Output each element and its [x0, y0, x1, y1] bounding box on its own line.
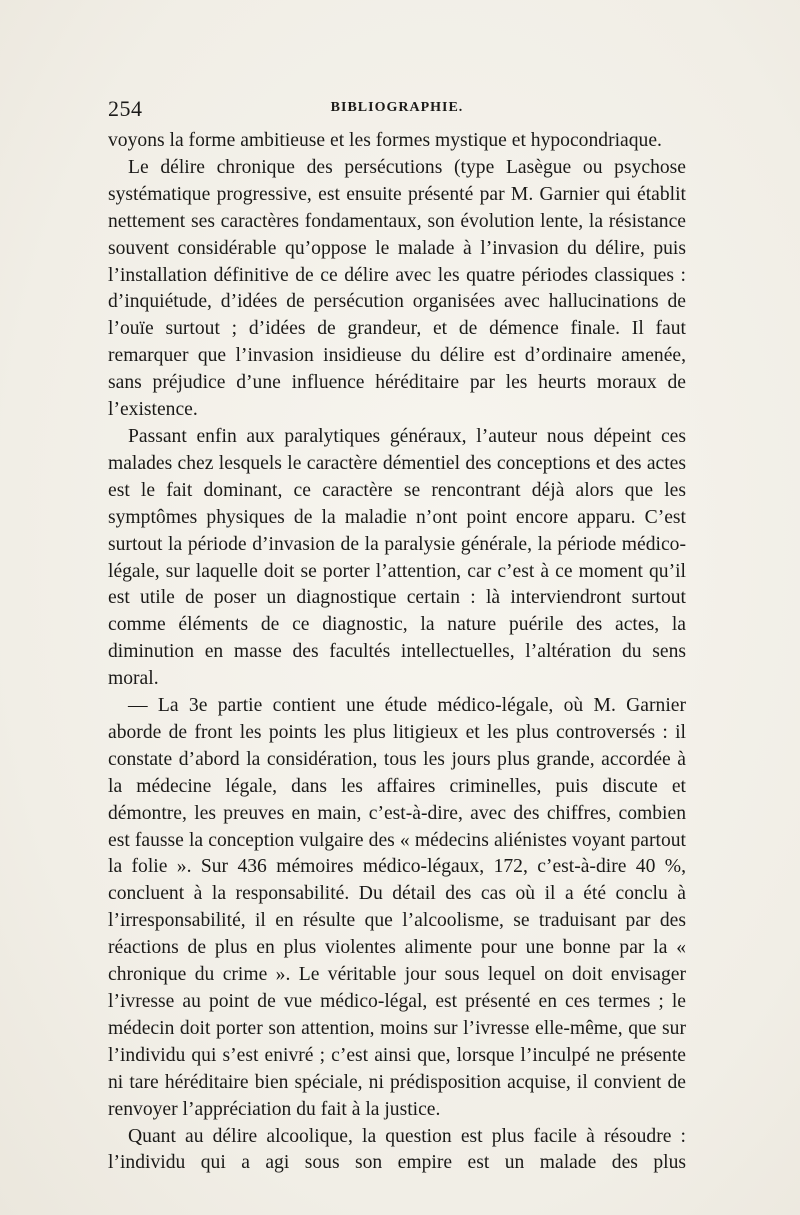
- paragraph-etude-medico-legale: — La 3e partie contient une étude médico-légale, où M. Garnier aborde de front les points les plus litigieux et les plus controversés : il constate d’abord la considération, tous les jours plus grande, accordée à la médecine légale, dans les affaires criminelles, puis discute et démontre, les preuves en main, c’est-à-dire, avec des chiffres, combien est fausse la conception vulgaire des « médecins aliénistes voyant partout la folie ». Sur 436 mémoires médico-légaux, 172, c’est-à-dire 40 %, concluent à la responsabilité. Du détail des cas où il a été conclu à l’irresponsabilité, il en résulte que l’alcoolisme, se traduisant par des réactions de plus en plus violentes alimente pour une bonne par la « chronique du crime ». Le véritable jour sous lequel on doit envisager l’ivresse au point de vue médico-légal, est présenté en ces termes ; le médecin doit porter son attention, moins sur l’ivresse elle-même, que sur l’individu qui s’est enivré ; c’est ainsi que, lorsque l’inculpé ne présente ni tare héréditaire bien spéciale, ni prédisposition acquise, il convient de renvoyer l’appréciation du fait à la justice.: [108, 695, 686, 1120]
- page-number: 254: [108, 96, 143, 121]
- paragraph-paralytiques-generaux: Passant enfin aux paralytiques généraux, l’auteur nous dépeint ces malades chez lesquels le caractère démentiel des conceptions et des actes est le fait dominant, ce caractère se rencontrant déjà alors que les symptômes physiques de la maladie n’ont point encore apparu. C’est surtout la période d’invasion de la paralysie générale, la période médico-légale, sur laquelle doit se porter l’attention, car c’est à ce moment qu’il est utile de poser un diagnostique certain : là interviendront surtout comme éléments de ce diagnostic, la nature puérile des actes, la diminution en masse des facultés intellectuelles, l’altération du sens moral.: [108, 425, 686, 690]
- paragraph-delire-chronique: Le délire chronique des persécutions (type Lasègue ou psychose systématique progressive, est ensuite présenté par M. Garnier qui établit nettement ses caractères fondamentaux, son évolution lente, la résistance souvent considérable qu’oppose le malade à l’invasion du délire, puis l’installation définitive de ce délire avec les quatre périodes classiques : d’inquiétude, d’idées de persécution organisées avec hallucinations de l’ouïe surtout ; d’idées de grandeur, et de démence finale. Il faut remarquer que l’invasion insidieuse du délire est d’ordinaire amenée, sans préjudice d’une influence héréditaire par les heurts moraux de l’existence.: [108, 156, 686, 421]
- paragraph-continuation: voyons la forme ambitieuse et les formes mystique et hypocondriaque.: [108, 130, 662, 151]
- running-title: BIBLIOGRAPHIE.: [330, 100, 464, 115]
- body-text: [108, 128, 686, 1177]
- page-header: [108, 96, 686, 126]
- paragraph-delire-alcoolique: Quant au délire alcoolique, la question est plus facile à résoudre : l’individu qui a agi sous son empire est un malade des plus: [108, 1125, 686, 1174]
